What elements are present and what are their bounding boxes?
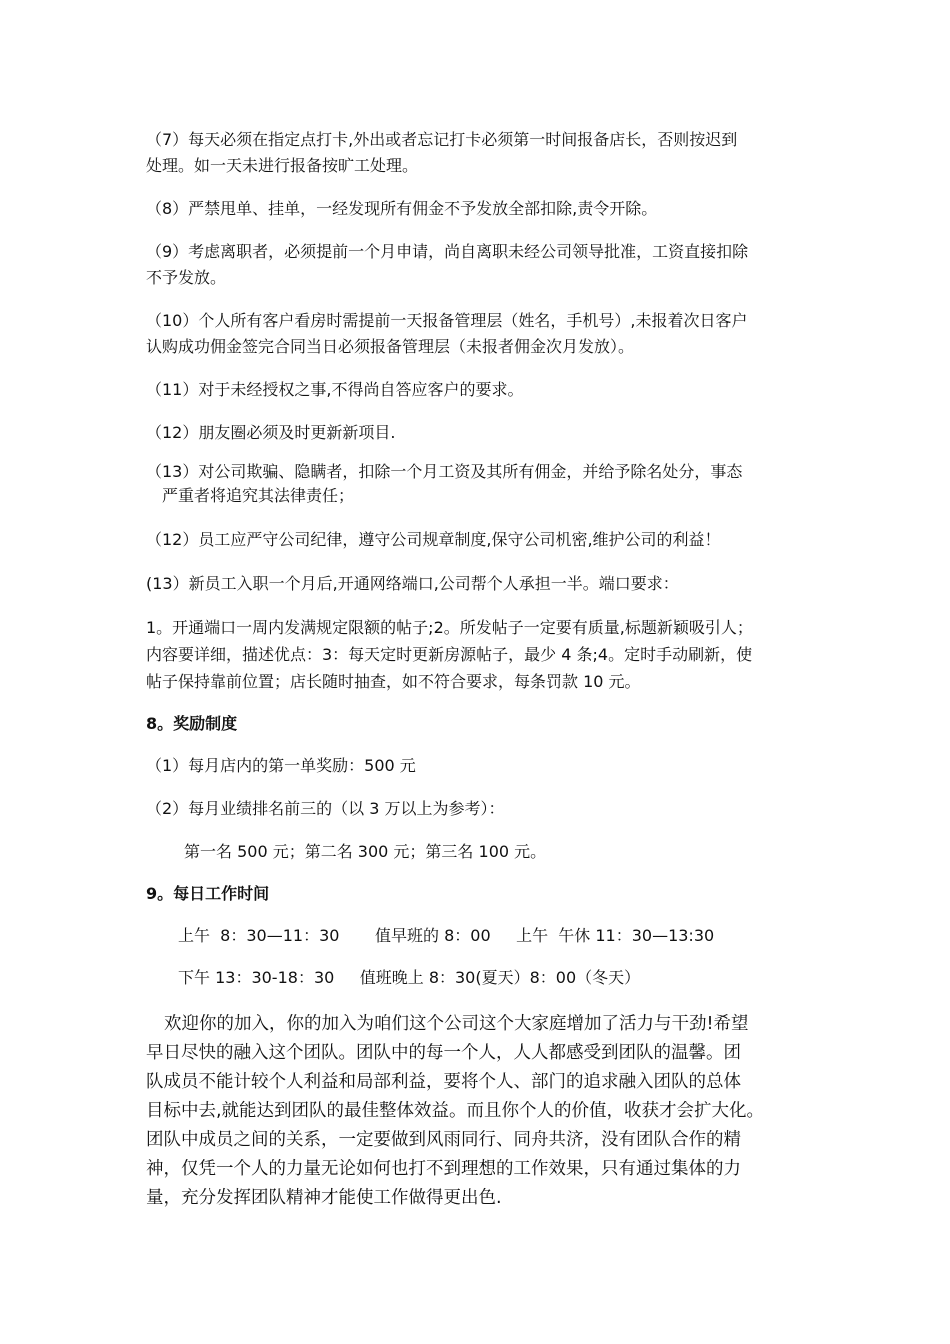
- rule-10-line-2: 认购成功佣金签完合同当日必须报备管理层（未报者佣金次月发放）。: [146, 337, 635, 356]
- work-hours-afternoon: 下午 13：30-18：30 值班晚上 8：30(夏天）8：00（冬天）: [178, 968, 641, 987]
- rule-9-line-1: （9）考虑离职者，必须提前一个月申请，尚自离职未经公司领导批准，工资直接扣除: [146, 242, 749, 261]
- port-requirement-line-3: 帖子保持靠前位置；店长随时抽查，如不符合要求，每条罚款 10 元。: [146, 672, 641, 691]
- rule-13-port: (13）新员工入职一个月后,开通网络端口,公司帮个人承担一半。端口要求：: [146, 574, 679, 593]
- section-heading-work-hours: 9。每日工作时间: [146, 884, 270, 903]
- work-hours-morning: 上午 8：30—11：30 值早班的 8：00 上午 午休 11：30—13:30: [178, 926, 715, 945]
- rule-11: （11）对于未经授权之事,不得尚自答应客户的要求。: [146, 380, 524, 399]
- welcome-line-4: 目标中去,就能达到团队的最佳整体效益。而且你个人的价值，收获才会扩大化。: [146, 1101, 765, 1121]
- rule-8: （8）严禁甩单、挂单，一经发现所有佣金不予发放全部扣除,责令开除。: [146, 199, 658, 218]
- welcome-line-7: 量，充分发挥团队精神才能使工作做得更出色.: [146, 1188, 502, 1208]
- rule-12-discipline: （12）员工应严守公司纪律，遵守公司规章制度,保守公司机密,维护公司的利益！: [146, 530, 721, 549]
- welcome-line-1: 欢迎你的加入，你的加入为咱们这个公司这个大家庭增加了活力与干劲!希望: [164, 1014, 749, 1034]
- rule-9-line-2: 不予发放。: [146, 268, 227, 287]
- port-requirement-line-1: 1。开通端口一周内发满规定限额的帖子;2。所发帖子一定要有质量,标题新颖吸引人；: [146, 618, 753, 637]
- welcome-line-6: 神，仅凭一个人的力量无论如何也打不到理想的工作效果，只有通过集体的力: [146, 1159, 741, 1179]
- section-heading-reward: 8。奖励制度: [146, 714, 238, 733]
- reward-ranking: 第一名 500 元；第二名 300 元；第三名 100 元。: [184, 842, 547, 861]
- rule-13-line-1: （13）对公司欺骗、隐瞒者，扣除一个月工资及其所有佣金，并给予除名处分，事态: [146, 462, 743, 481]
- reward-2: （2）每月业绩排名前三的（以 3 万以上为参考）：: [146, 799, 505, 818]
- port-requirement-line-2: 内容要详细，描述优点：3：每天定时更新房源帖子，最少 4 条;4。定时手动刷新，使: [146, 645, 753, 664]
- rule-13-line-2: 严重者将追究其法律责任；: [162, 486, 355, 505]
- rule-7-line-1: （7）每天必须在指定点打卡,外出或者忘记打卡必须第一时间报备店长，否则按迟到: [146, 130, 738, 149]
- welcome-line-5: 团队中成员之间的关系，一定要做到风雨同行、同舟共济，没有团队合作的精: [146, 1130, 741, 1150]
- welcome-line-2: 早日尽快的融入这个团队。团队中的每一个人，人人都感受到团队的温馨。团: [146, 1043, 741, 1063]
- rule-10-line-1: （10）个人所有客户看房时需提前一天报备管理层（姓名，手机号）,未报着次日客户: [146, 311, 748, 330]
- rule-12: （12）朋友圈必须及时更新新项目.: [146, 423, 396, 442]
- welcome-line-3: 队成员不能计较个人利益和局部利益，要将个人、部门的追求融入团队的总体: [146, 1072, 741, 1092]
- rule-7-line-2: 处理。如一天未进行报备按旷工处理。: [146, 156, 419, 175]
- reward-1: （1）每月店内的第一单奖励：500 元: [146, 756, 416, 775]
